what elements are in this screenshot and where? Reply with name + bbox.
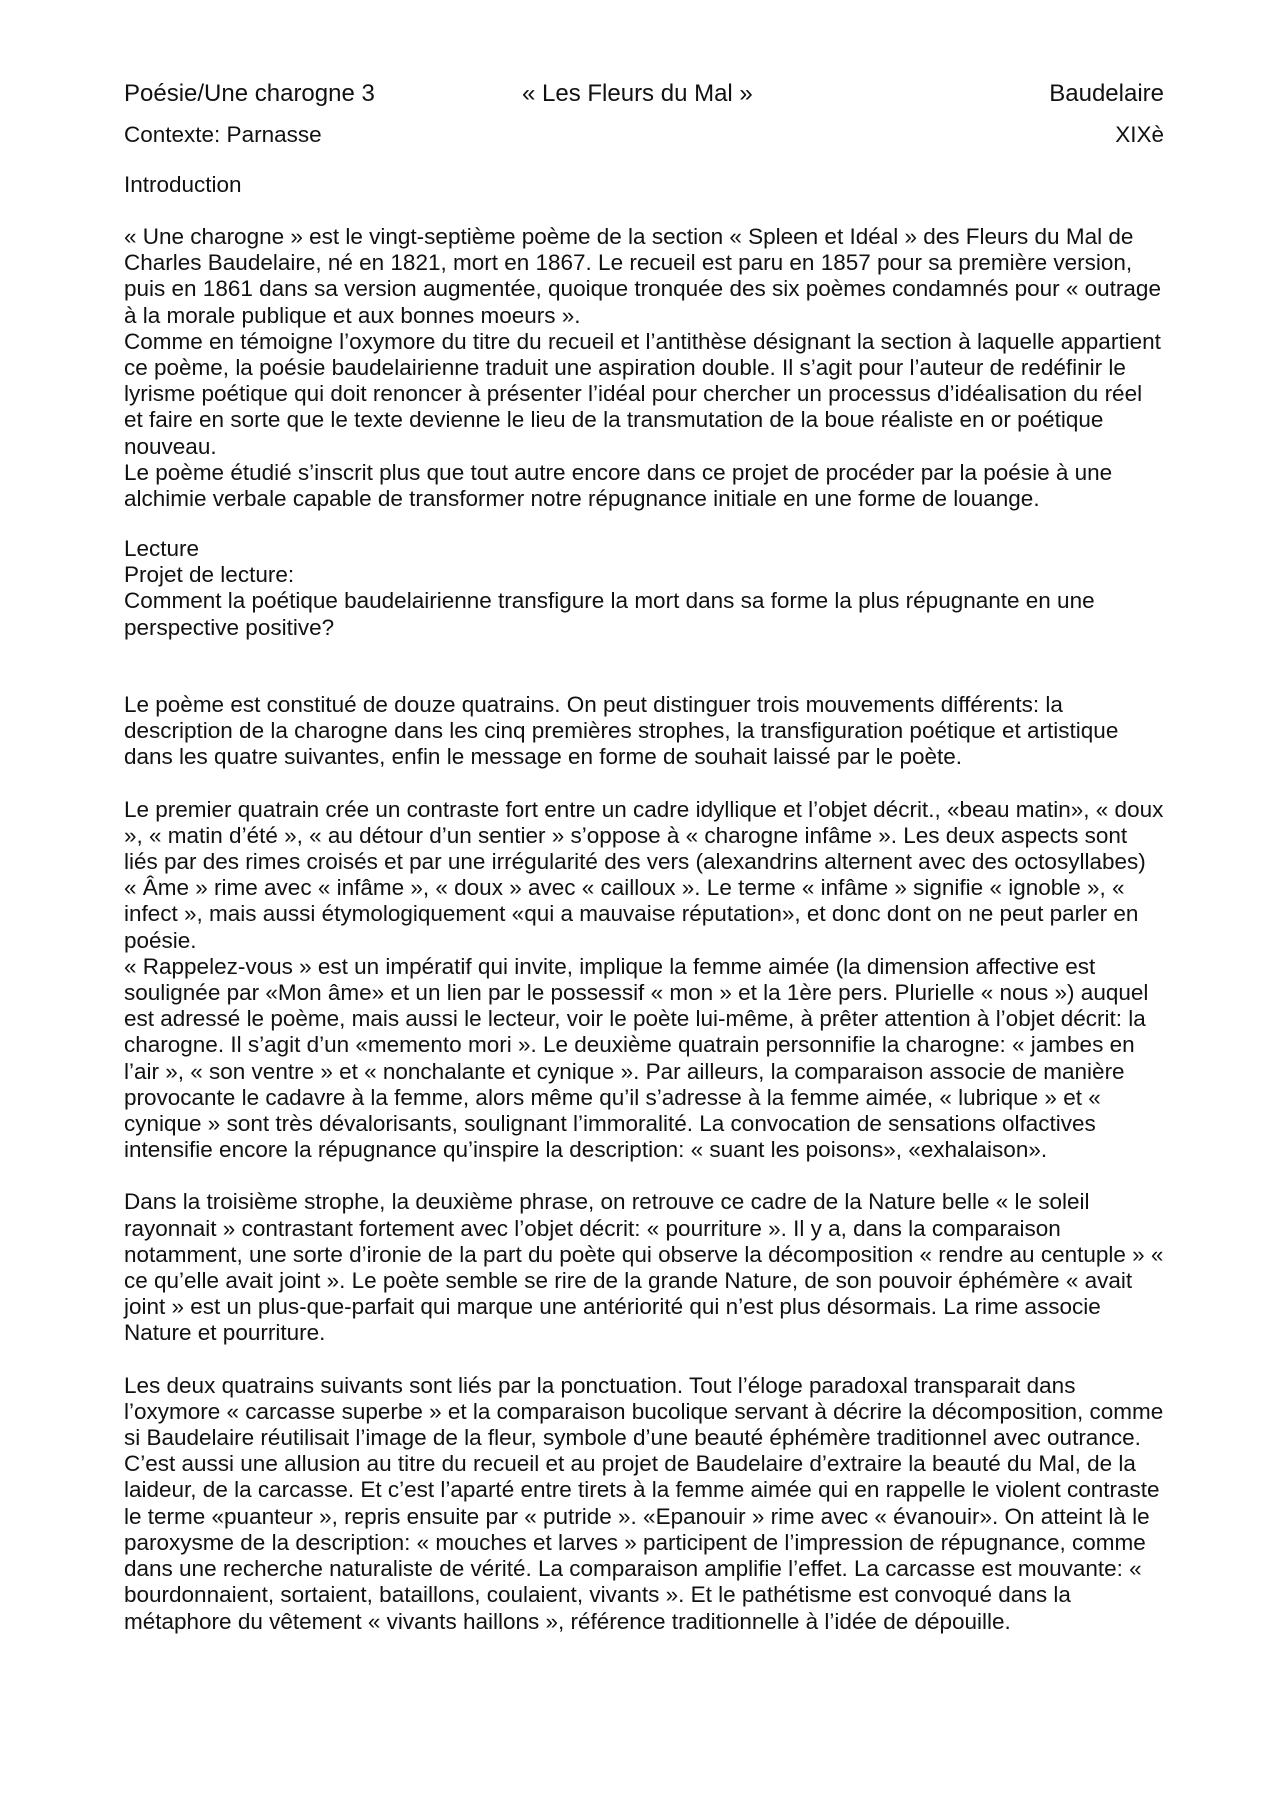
analysis-paragraph-5: Les deux quatrains suivants sont liés par la ponctuation. Tout l’éloge paradoxal transparait dans l’oxymore « carcasse superbe » et la comparaison bucolique servant à décrire la décomposition, comme si Baudelaire réutilisait l’image de la fleur, symbole d’une beauté éphémère traditionnel avec outrance. C’est aussi une allusion au titre du recueil et au projet de Baudelaire d’extraire la beauté du Mal, de la laideur, de la carcasse. Et c’est l’aparté entre tirets à la femme aimée qui en rappelle le violent contraste le terme «puanteur », repris ensuite par « putride ». «Epanouir » rime avec « évanouir». On atteint là le paroxysme de la description: « mouches et larves » participent de l’impression de répugnance, comme dans une recherche naturaliste de vérité. La comparaison amplifie l’effet. La carcasse est mouvante: « bourdonnaient, sortaient, bataillons, coulaient, vivants ». Et le pathétisme est convoqué dans la métaphore du vêtement « vivants haillons », référence traditionnelle à l’idée de dépouille. (124, 1372, 1164, 1634)
intro-paragraph-1: « Une charogne » est le vingt-septième poème de la section « Spleen et Idéal » des Fleurs du Mal de Charles Baudelaire, né en 1821, mort en 1867. Le recueil est paru en 1857 pour sa première version, puis en 1861 dans sa version augmentée, quoique tronquée des six poèmes condamnés pour « outrage à la morale publique et aux bonnes moeurs ». (124, 224, 1161, 328)
intro-paragraph-2: Comme en témoigne l’oxymore du titre du recueil et l’antithèse désignant la section à laquelle appartient ce poème, la poésie baudelairienne traduit une aspiration double. Il s’agit pour l’auteur de redéfinir le lyrisme poétique qui doit renoncer à présenter l’idéal pour chercher un processus d’idéalisation du réel et faire en sorte que le texte devienne le lieu de la transmutation de la boue réaliste en or poétique nouveau. (124, 328, 1161, 459)
analysis-paragraph-4: Dans la troisième strophe, la deuxième phrase, on retrouve ce cadre de la Nature belle « le soleil rayonnait » contrastant fortement avec l’objet décrit: « pourriture ». Il y a, dans la comparaison notamment, une sorte d’ironie de la part du poète qui observe la décomposition « rendre au centuple » « ce qu’elle avait joint ». Le poète semble se rire de la grande Nature, de son pouvoir éphémère « avait joint » est un plus-que-parfait qui marque une antériorité qui n’est plus désormais. La rime associe Nature et pourriture. (124, 1189, 1164, 1346)
reading-project-label: Projet de lecture: (124, 562, 295, 588)
analysis-section (124, 692, 1164, 1635)
lecture-section (124, 536, 1164, 641)
analysis-paragraph-1: Le poème est constitué de douze quatrains. On peut distinguer trois mouvements différents: la description de la charogne dans les cinq premières strophes, la transfiguration poétique et artistique dans les quatre suivantes, enfin le message en forme de souhait laissé par le poète. (124, 692, 1119, 770)
context-label: Contexte: Parnasse (124, 122, 322, 147)
lecture-title: Lecture (124, 536, 200, 561)
course-title: Poésie/Une charogne 3 (124, 80, 375, 107)
introduction-title: Introduction (124, 172, 242, 197)
introduction-heading (124, 172, 1164, 198)
century-label: XIXè (1115, 122, 1164, 147)
analysis-paragraph-2: Le premier quatrain crée un contraste fort entre un cadre idyllique et l’objet décrit., «beau matin», « doux », « matin d’été », « au détour d’un sentier » s’oppose à « charogne infâme ». Les deux aspects sont liés par des rimes croisés et par une irrégularité des vers (alexandrins alternent avec des octosyllabes) « Âme » rime avec « infâme », « doux » avec « cailloux ». Le terme « infâme » signifie « ignoble », « infect », mais aussi étymologiquement «qui a mauvaise réputation», et donc dont on ne peut parler en poésie. (124, 796, 1164, 953)
book-title: « Les Fleurs du Mal » (522, 80, 753, 107)
author-name: Baudelaire (1049, 80, 1164, 107)
analysis-paragraph-3: « Rappelez-vous » est un impératif qui invite, implique la femme aimée (la dimension affective est soulignée par «Mon âme» et un lien par le possessif « mon » et la 1ère pers. Plurielle « nous ») auquel est adressé le poème, mais aussi le lecteur, voir le poète lui-même, à prêter attention à l’objet décrit: la charogne. Il s’agit d’un «memento mori ». Le deuxième quatrain personnifie la charogne: « jambes en l’air », « son ventre » et « nonchalante et cynique ». Par ailleurs, la comparaison associe de manière provocante le cadavre à la femme, alors même qu’il s’adresse à la femme aimée, « lubrique » et « cynique » sont très dévalorisants, soulignant l’immoralité. La convocation de sensations olfactives intensifie encore la répugnance qu’inspire la description: « suant les poisons», «exhalaison». (124, 953, 1149, 1163)
reading-project-question: Comment la poétique baudelairienne transfigure la mort dans sa forme la plus répugnante en une perspective positive? (124, 588, 1095, 640)
intro-paragraph-3: Le poème étudié s’inscrit plus que tout autre encore dans ce projet de procéder par la poésie à une alchimie verbale capable de transformer notre répugnance initiale en une forme de louange. (124, 459, 1113, 512)
introduction-section (124, 224, 1164, 512)
